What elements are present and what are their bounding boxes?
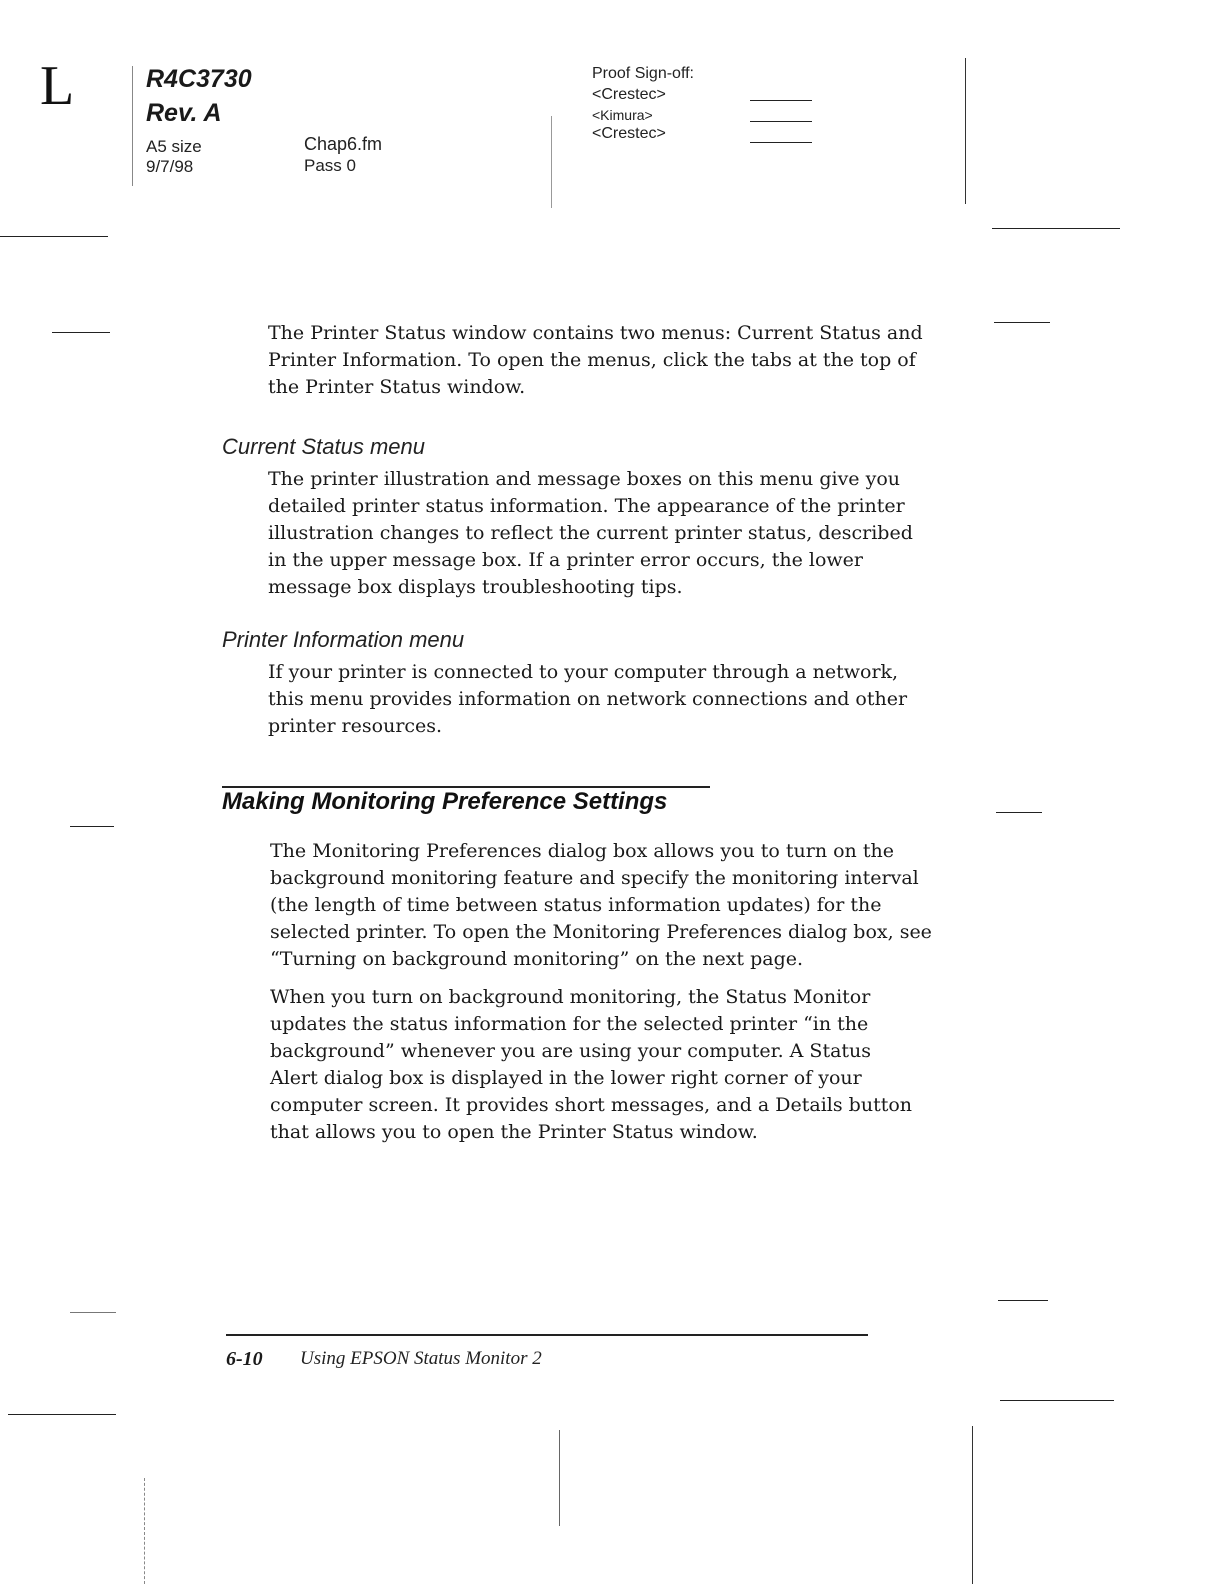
intro-paragraph xyxy=(268,320,923,401)
section-heading: Making Monitoring Preference Settings xyxy=(222,788,668,815)
text-line: in the upper message box. If a printer error occurs, the lower xyxy=(268,549,863,571)
text-line: background monitoring feature and specify the monitoring interval xyxy=(270,867,919,889)
crop-mark-left-top xyxy=(0,236,108,237)
doc-file: Chap6.fm xyxy=(304,134,383,154)
text-line: selected printer. To open the Monitoring Preferences dialog box, see xyxy=(270,921,932,943)
crop-mark-vertical xyxy=(559,1430,560,1526)
chapter-title: Using EPSON Status Monitor 2 xyxy=(300,1348,542,1369)
text-line: (the length of time between status information updates) for the xyxy=(270,894,882,916)
printer-information-heading: Printer Information menu xyxy=(222,627,465,652)
text-line: this menu provides information on network connections and other xyxy=(268,688,908,710)
doc-revision: Rev. A xyxy=(146,99,222,127)
monitoring-paragraph-1 xyxy=(270,838,932,973)
corner-letter: L xyxy=(40,55,75,117)
text-line: Printer Information. To open the menus, click the tabs at the top of xyxy=(268,349,916,371)
text-line: printer resources. xyxy=(268,715,443,737)
crop-mark-right-bottom xyxy=(1000,1400,1114,1401)
text-line: detailed printer status information. The appearance of the printer xyxy=(268,495,905,517)
text-line: The Printer Status window contains two menus: Current Status and xyxy=(268,322,923,344)
current-status-heading: Current Status menu xyxy=(222,434,425,459)
signature-line xyxy=(750,121,812,122)
crop-mark-right xyxy=(996,812,1042,813)
text-line: “Turning on background monitoring” on the next page. xyxy=(270,948,804,970)
signature-line xyxy=(750,100,812,101)
doc-pass: Pass 0 xyxy=(304,156,356,175)
crop-mark-left xyxy=(70,826,114,827)
proof-signoff xyxy=(592,64,694,145)
crop-mark-vertical xyxy=(144,1478,146,1584)
monitoring-paragraph-2 xyxy=(270,984,912,1146)
text-line: that allows you to open the Printer Status window. xyxy=(270,1121,758,1143)
text-line: computer screen. It provides short messages, and a Details button xyxy=(270,1094,913,1116)
proof-entry: <Crestec> xyxy=(592,124,666,142)
footer-rule xyxy=(226,1334,868,1336)
crop-mark-left-bottom xyxy=(8,1414,116,1415)
text-line: The Monitoring Preferences dialog box allows you to turn on the xyxy=(270,840,894,862)
crop-mark-right-top xyxy=(992,228,1120,229)
crop-mark-right xyxy=(998,1300,1048,1301)
text-line: Alert dialog box is displayed in the lower right corner of your xyxy=(270,1067,862,1089)
text-line: The printer illustration and message boxes on this menu give you xyxy=(268,468,900,490)
crop-mark-vertical xyxy=(551,116,552,208)
doc-size: A5 size xyxy=(146,137,202,156)
crop-mark-left xyxy=(70,1312,116,1313)
text-line: If your printer is connected to your computer through a network, xyxy=(268,661,899,683)
printer-information-paragraph xyxy=(268,659,907,740)
text-line: illustration changes to reflect the current printer status, described xyxy=(268,522,913,544)
doc-model: R4C3730 xyxy=(146,65,252,93)
crop-mark-vertical xyxy=(132,66,133,186)
text-line: updates the status information for the selected printer “in the xyxy=(270,1013,869,1035)
text-line: When you turn on background monitoring, the Status Monitor xyxy=(270,986,871,1008)
crop-mark-vertical xyxy=(972,1426,973,1584)
text-line: the Printer Status window. xyxy=(268,376,526,398)
text-line: message box displays troubleshooting tips. xyxy=(268,576,683,598)
crop-mark-left xyxy=(52,332,110,333)
text-line: background” whenever you are using your computer. A Status xyxy=(270,1040,872,1062)
crop-mark-vertical xyxy=(965,58,966,204)
proof-entry: <Kimura> xyxy=(592,106,653,123)
signature-line xyxy=(750,142,812,143)
proof-title: Proof Sign-off: xyxy=(592,65,694,82)
proof-entry: <Crestec> xyxy=(592,85,666,103)
doc-date: 9/7/98 xyxy=(146,157,194,176)
crop-mark-right xyxy=(994,322,1050,323)
page-number: 6-10 xyxy=(226,1348,263,1370)
current-status-paragraph xyxy=(268,466,913,601)
